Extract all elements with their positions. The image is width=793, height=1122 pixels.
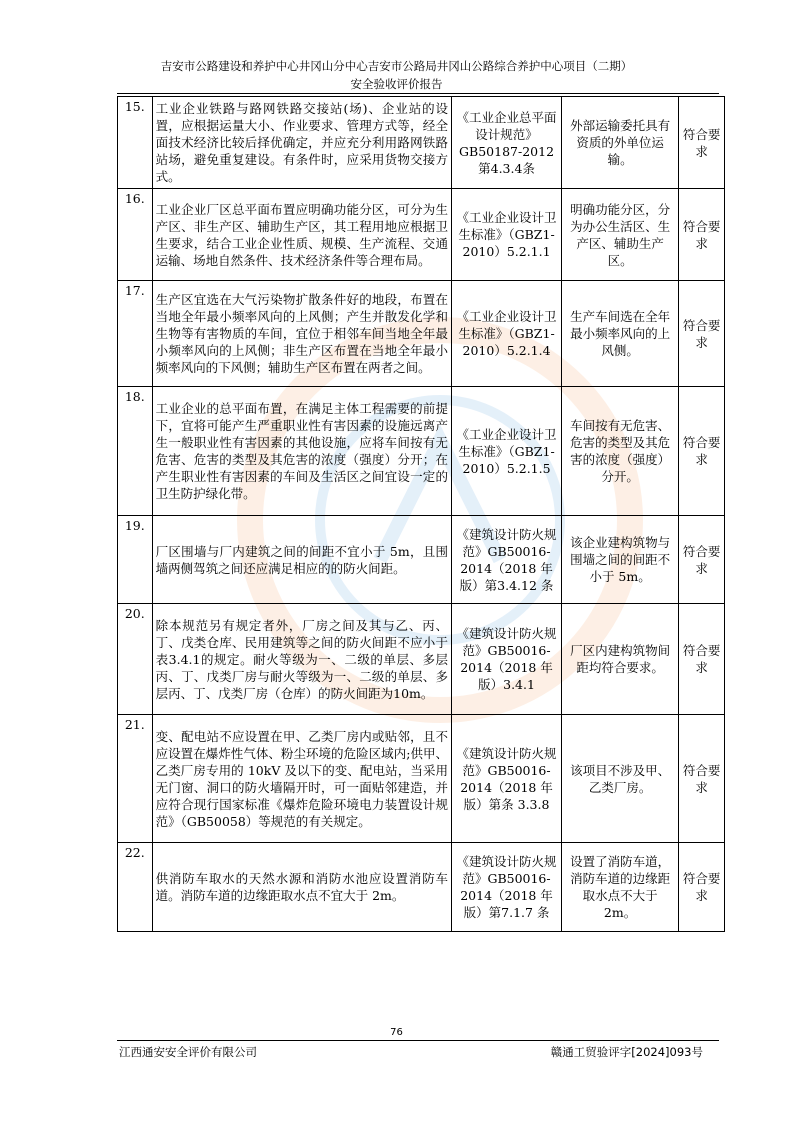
conclusion-cell: 符合要求 bbox=[679, 604, 725, 715]
table-row bbox=[118, 189, 725, 281]
conclusion-cell: 符合要求 bbox=[679, 281, 725, 387]
row-number: 19. bbox=[118, 516, 153, 604]
standard-cell: 《建筑设计防火规范》GB50016-2014（2018 年版）第7.1.7 条 bbox=[452, 843, 562, 932]
requirement-cell: 除本规范另有规定者外，厂房之间及其与乙、丙、丁、戊类仓库、民用建筑等之间的防火间距不应小于表3.4.1的规定。耐火等级为一、二级的单层、多层丙、丁、戊类厂房与耐火等级为一、二级的单层、多层丙、丁、戊类厂房（仓库）的防火间距为10m。 bbox=[152, 604, 451, 715]
result-cell: 该项目不涉及甲、乙类厂房。 bbox=[562, 715, 679, 843]
table-row bbox=[118, 387, 725, 516]
result-cell: 设置了消防车道，消防车道的边缘距取水点不大于 2m。 bbox=[562, 843, 679, 932]
table-row bbox=[118, 715, 725, 843]
row-number: 18. bbox=[118, 387, 153, 516]
requirement-cell: 工业企业铁路与路网铁路交接站(场)、企业站的设置，应根据运量大小、作业要求、管理方式等，经全面技术经济比较后择优确定，并应充分利用路网铁路站场，避免重复建设。有条件时，应采用货物交接方式。 bbox=[152, 97, 451, 189]
standard-cell: 《工业企业设计卫生标准》（GBZ1-2010）5.2.1.1 bbox=[452, 189, 562, 281]
standard-cell: 《建筑设计防火规范》GB50016-2014（2018 年版）3.4.1 bbox=[452, 604, 562, 715]
table-row bbox=[118, 281, 725, 387]
requirement-cell: 变、配电站不应设置在甲、乙类厂房内或贴邻，且不应设置在爆炸性气体、粉尘环境的危险区域内;供甲、乙类厂房专用的 10kV 及以下的变、配电站，当采用无门窗、洞口的防火墙隔开时，可一面贴邻建造，并应符合现行国家标准《爆炸危险环境电力装置设计规范》（GB50058）等规范的有关规定。 bbox=[152, 715, 451, 843]
footer-company: 江西通安安全评价有限公司 bbox=[119, 1045, 257, 1059]
result-cell: 车间按有无危害、危害的类型及其危害的浓度（强度）分开。 bbox=[562, 387, 679, 516]
requirement-cell: 工业企业厂区总平面布置应明确功能分区，可分为生产区、非生产区、辅助生产区，其工程用地应根据卫生要求，结合工业企业性质、规模、生产流程、交通运输、场地自然条件、技术经济条件等合理布局。 bbox=[152, 189, 451, 281]
requirement-cell: 供消防车取水的天然水源和消防水池应设置消防车道。消防车道的边缘距取水点不宜大于 2m。 bbox=[152, 843, 451, 932]
requirement-cell: 工业企业的总平面布置，在满足主体工程需要的前提下，宜将可能产生严重职业性有害因素的设施远离产生一般职业性有害因素的其他设施，应将车间按有无危害、危害的类型及其危害的浓度（强度）分开；在产生职业性有害因素的车间及生活区之间宜设一定的卫生防护绿化带。 bbox=[152, 387, 451, 516]
evaluation-table bbox=[117, 96, 725, 932]
conclusion-cell: 符合要求 bbox=[679, 387, 725, 516]
result-cell: 厂区内建构筑物间距均符合要求。 bbox=[562, 604, 679, 715]
result-cell: 外部运输委托具有资质的外单位运输。 bbox=[562, 97, 679, 189]
conclusion-cell: 符合要求 bbox=[679, 97, 725, 189]
header-divider bbox=[117, 93, 719, 94]
header-title-line1: 吉安市公路建设和养护中心井冈山分中心吉安市公路局井冈山公路综合养护中心项目（二期） bbox=[160, 59, 633, 73]
result-cell: 该企业建构筑物与围墙之间的间距不小于 5m。 bbox=[562, 516, 679, 604]
table-row bbox=[118, 604, 725, 715]
table-row bbox=[118, 97, 725, 189]
standard-cell: 《工业企业设计卫生标准》（GBZ1-2010）5.2.1.4 bbox=[452, 281, 562, 387]
row-number: 22. bbox=[118, 843, 153, 932]
footer-report-number: 赣通工贸验评字[2024]093号 bbox=[550, 1045, 703, 1059]
page-number: 76 bbox=[390, 1027, 403, 1038]
row-number: 20. bbox=[118, 604, 153, 715]
standard-cell: 《建筑设计防火规范》GB50016-2014（2018 年版）第条 3.3.8 bbox=[452, 715, 562, 843]
header-title-line2: 安全验收评价报告 bbox=[350, 77, 443, 91]
result-cell: 明确功能分区，分为办公生活区、生产区、辅助生产区。 bbox=[562, 189, 679, 281]
requirement-cell: 生产区宜选在大气污染物扩散条件好的地段，布置在当地全年最小频率风向的上风侧；产生并散发化学和生物等有害物质的车间，宜位于相邻车间当地全年最小频率风向的上风侧；非生产区布置在当地全年最小频率风向的下风侧；辅助生产区布置在两者之间。 bbox=[152, 281, 451, 387]
standard-cell: 《工业企业总平面设计规范》GB50187-2012第4.3.4条 bbox=[452, 97, 562, 189]
standard-cell: 《工业企业设计卫生标准》（GBZ1-2010）5.2.1.5 bbox=[452, 387, 562, 516]
row-number: 16. bbox=[118, 189, 153, 281]
table-row bbox=[118, 843, 725, 932]
conclusion-cell: 符合要求 bbox=[679, 715, 725, 843]
footer-divider bbox=[117, 1040, 719, 1041]
requirement-cell: 厂区围墙与厂内建筑之间的间距不宜小于 5m，且围墙两侧驾筑之间还应满足相应的的防火间距。 bbox=[152, 516, 451, 604]
row-number: 17. bbox=[118, 281, 153, 387]
conclusion-cell: 符合要求 bbox=[679, 843, 725, 932]
standard-cell: 《建筑设计防火规范》GB50016-2014（2018 年版）第3.4.12 条 bbox=[452, 516, 562, 604]
conclusion-cell: 符合要求 bbox=[679, 516, 725, 604]
table-row bbox=[118, 516, 725, 604]
row-number: 15. bbox=[118, 97, 153, 189]
conclusion-cell: 符合要求 bbox=[679, 189, 725, 281]
row-number: 21. bbox=[118, 715, 153, 843]
result-cell: 生产车间选在全年最小频率风向的上风侧。 bbox=[562, 281, 679, 387]
